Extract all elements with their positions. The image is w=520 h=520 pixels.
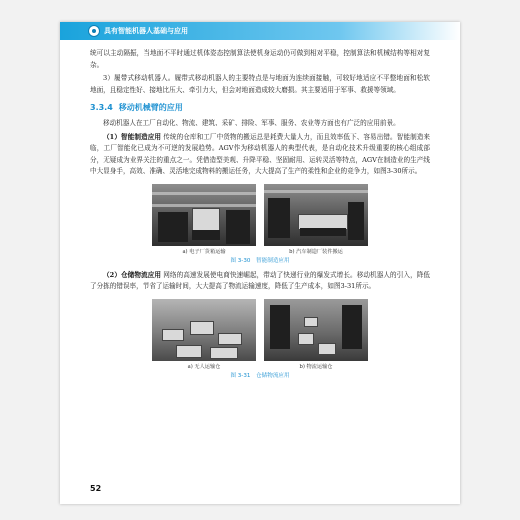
figure-3-30 (90, 184, 430, 246)
photo-unmanned-warehouse (152, 299, 256, 361)
subheading-warehouse-logistics: （2）仓储物流应用 (103, 270, 162, 279)
figure-3-30-subcaptions (90, 248, 430, 256)
section-heading (90, 101, 430, 115)
book-page (60, 22, 460, 504)
smart-manufacturing-text: 传统的仓库和工厂中货物的搬运总是耗费大量人力，而且效率低下、容易出错。智能制造来临，工厂智能化已成为不可逆的发展趋势。AGV作为移动机器人的典型代表，是自动化技术升级重要的核心组成部分，无疑成为业界关注的重点之一。凭借造型美观、升降平稳、坚固耐用、运转灵活等特点，AGV在制造业的生产线中大显身手，高效、准确、灵活地完成物料的搬运任务，大大提高了生产的柔性和企业的竞争力，如图3-30所示。 (90, 132, 431, 175)
subheading-smart-manufacturing: （1）智能制造应用 (103, 132, 162, 141)
subcaption-b: b) 汽车制造厂装件搬运 (289, 248, 343, 255)
warehouse-logistics-text: 网络的高速发展使电商快速崛起，带动了快递行业的爆发式增长。移动机器人的引入，降低了分拣的错误率，节省了运输时间，大大提高了物流运输速度，降低了生产成本，如图3-31所示。 (90, 270, 431, 290)
section-number: 3.3.4 (90, 103, 113, 112)
figure-3-31-caption: 图 3-31 仓储物流应用 (230, 372, 290, 379)
paragraph-crawler-robot: 3）履带式移动机器人。履带式移动机器人的主要特点是与地面为连续面接触，可较好地适应不平整地面和松软地面，且稳定性好、接地比压大、牵引力大，但会对地面造成较大磨损。其主要适用于军事、救援等领域。 (90, 74, 430, 94)
paragraph-smart-manufacturing (90, 132, 430, 178)
photo-logistics-warehouse (264, 299, 368, 361)
paragraph-continued: 统可以主动隔振，当地面不平时通过机体姿态控制算法使机身运动仍可做到相对平稳，控制算法和机械结构等相对复杂。 (90, 49, 430, 69)
subcaption-a: a) 电子厂货箱运输 (182, 248, 226, 255)
subcaption-b: b) 物流运输仓 (299, 363, 333, 370)
running-header-title: 具有智能机器人基础与应用 (104, 27, 188, 35)
header-bar (60, 22, 460, 40)
paragraph-warehouse-logistics (90, 270, 430, 293)
section-title: 移动机械臂的应用 (118, 103, 183, 112)
photo-electronics-factory (152, 184, 256, 246)
figure-3-31 (90, 299, 430, 361)
book-logo-icon (88, 25, 100, 37)
page-number: 52 (90, 484, 102, 493)
figure-3-30-caption: 图 3-30 智能制造应用 (230, 257, 290, 264)
photo-automotive-factory (264, 184, 368, 246)
page-content (90, 48, 430, 385)
subcaption-a: a) 无人运输仓 (187, 363, 221, 370)
figure-3-31-subcaptions (90, 363, 430, 371)
section-intro: 移动机器人在工厂自动化、物流、建筑、采矿、排险、军事、服务、农业等方面也有广泛的应用前景。 (103, 119, 400, 127)
